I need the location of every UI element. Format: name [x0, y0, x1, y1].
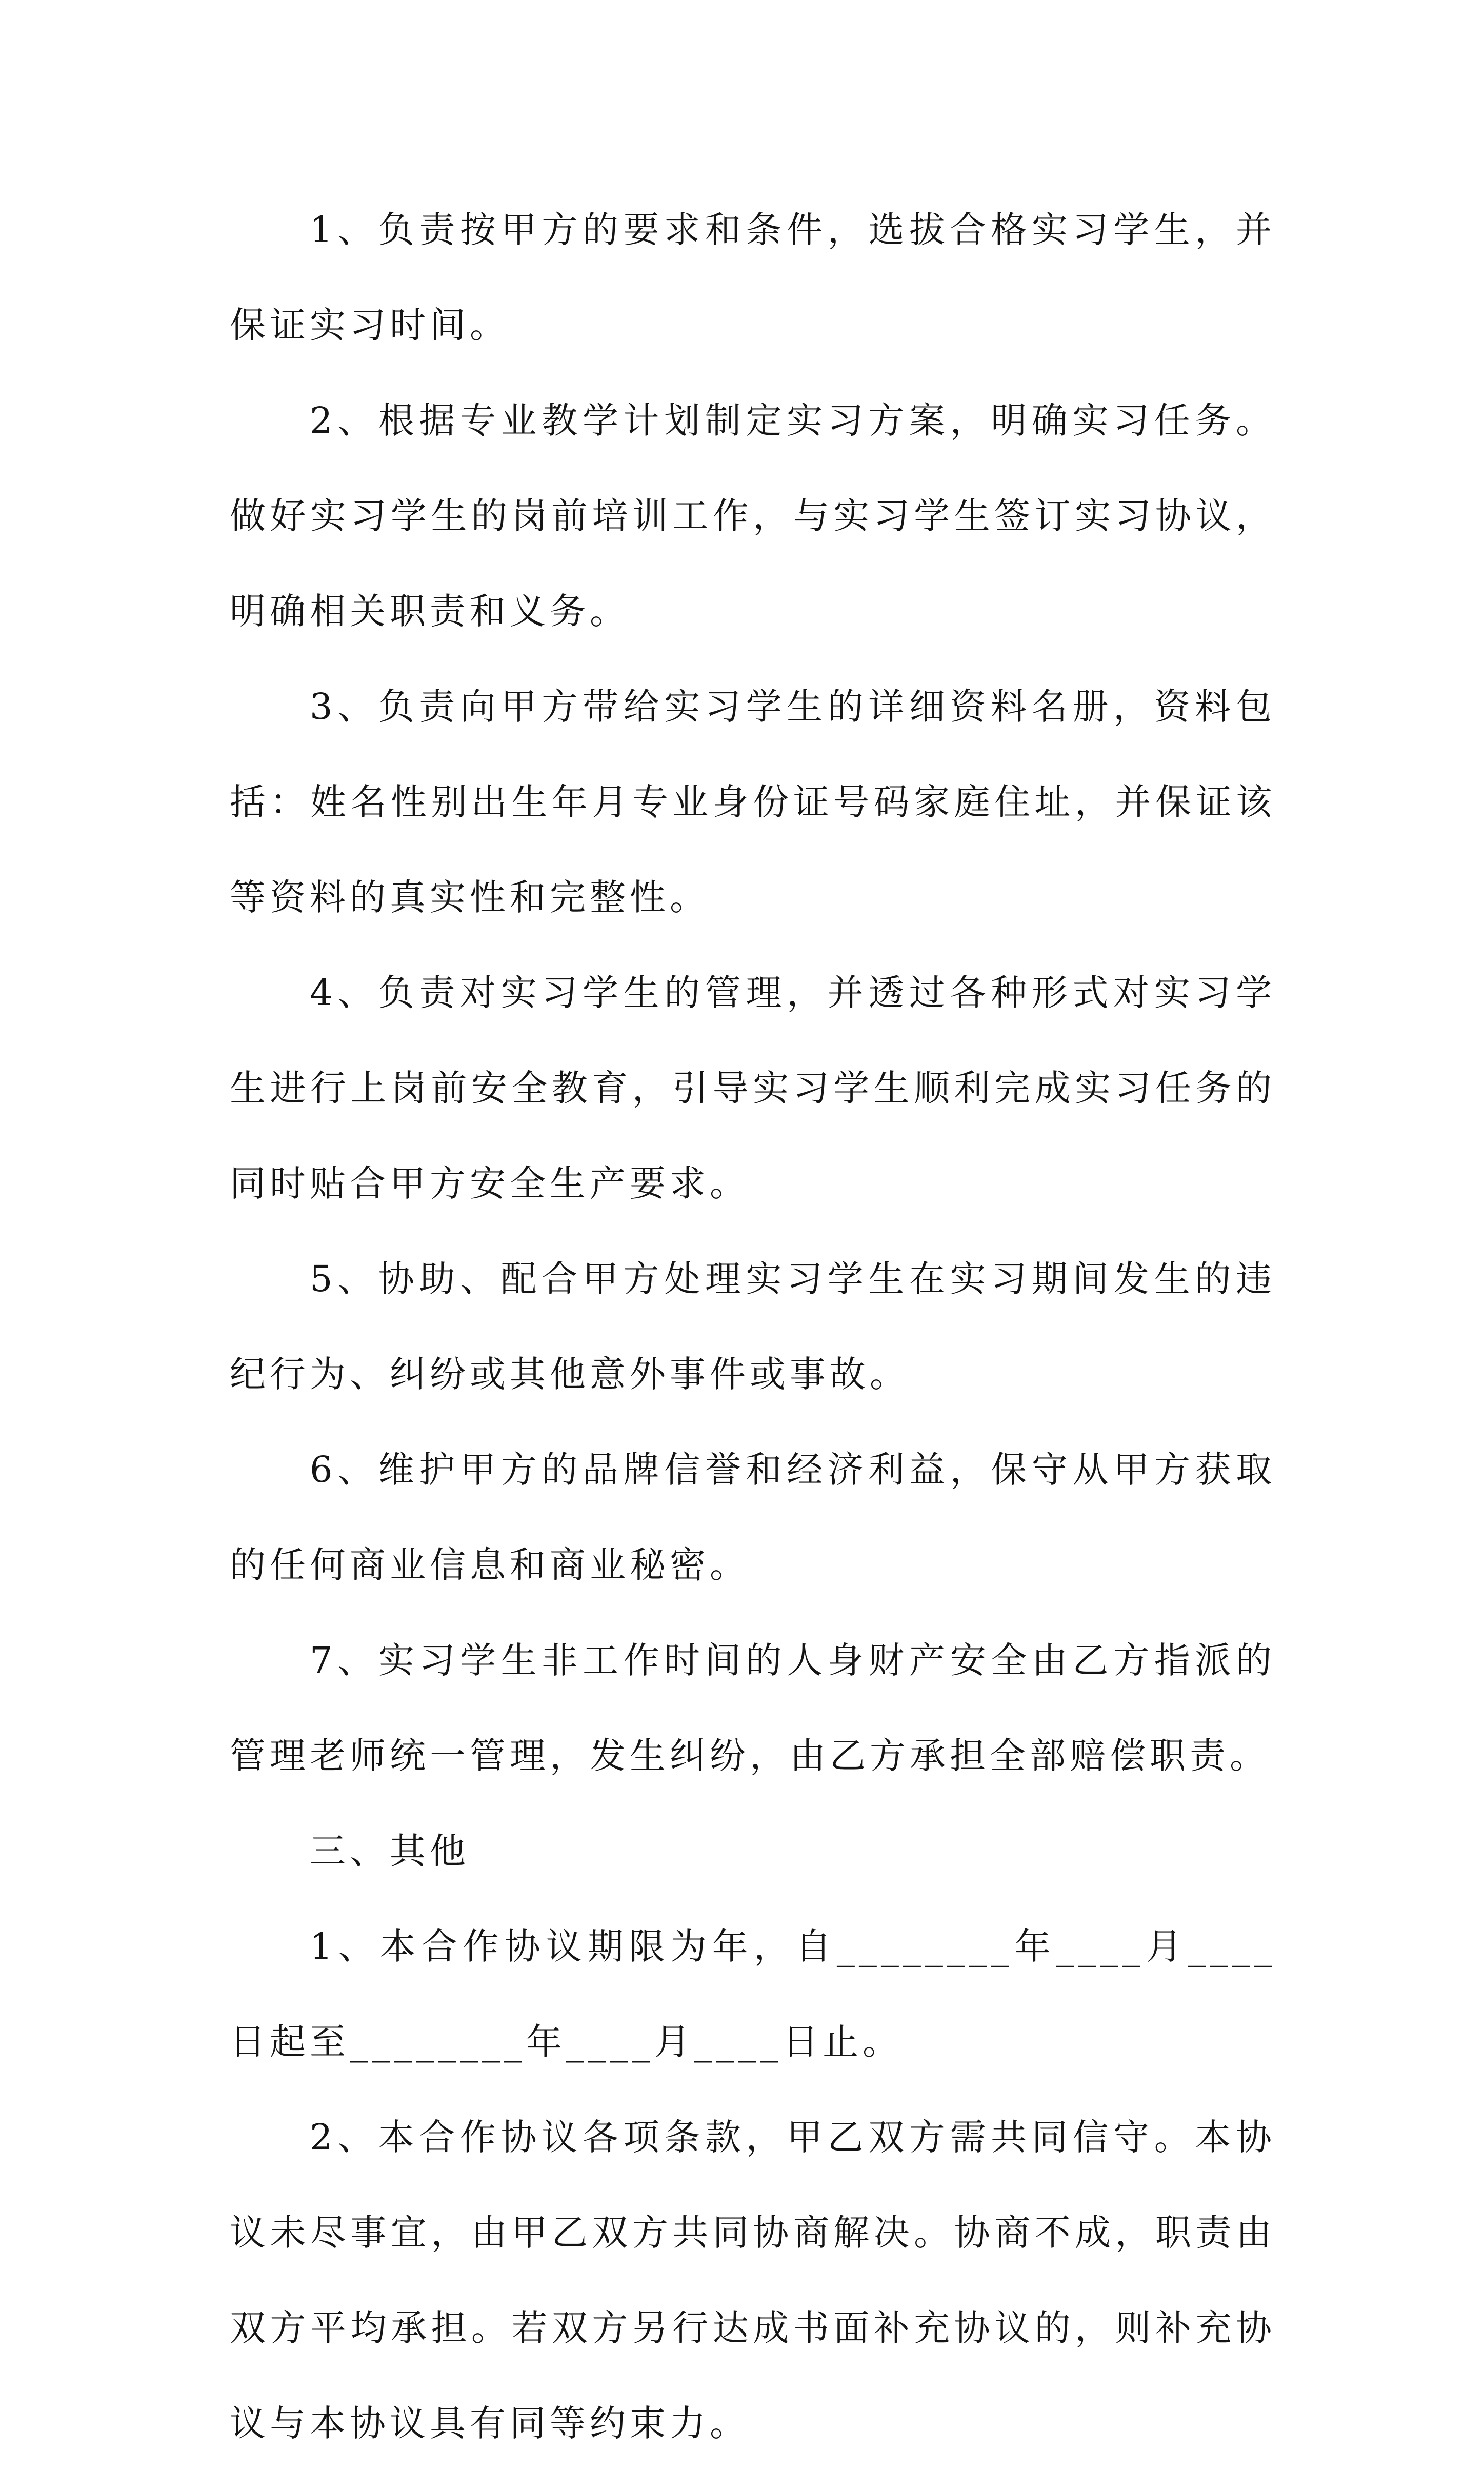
- clause-paragraph: 1、负责按甲方的要求和条件，选拔合格实习学生，并保证实习时间。: [230, 209, 1276, 346]
- clause-paragraph: 7、实习学生非工作时间的人身财产安全由乙方指派的管理老师统一管理，发生纠纷，由乙方承担全部赔偿职责。: [230, 1639, 1276, 1777]
- clause-paragraph: 2、根据专业教学计划制定实习方案，明确实习任务。做好实习学生的岗前培训工作，与实习学生签订实习协议，明确相关职责和义务。: [230, 399, 1276, 632]
- section-heading: 三、其他: [310, 1830, 470, 1872]
- clause-paragraph: 4、负责对实习学生的管理，并透过各种形式对实习学生进行上岗前安全教育，引导实习学生顺利完成实习任务的同时贴合甲方安全生产要求。: [230, 972, 1276, 1204]
- clause-paragraph: 1、本合作协议期限为年，自________年____月____日起至________年____月____日止。: [230, 1925, 1276, 2063]
- document-body: [230, 182, 1276, 2471]
- clause-paragraph: 3、负责向甲方带给实习学生的详细资料名册，资料包括：姓名性别出生年月专业身份证号码家庭住址，并保证该等资料的真实性和完整性。: [230, 686, 1276, 918]
- clause-paragraph: 2、本合作协议各项条款，甲乙双方需共同信守。本协议未尽事宜，由甲乙双方共同协商解决。协商不成，职责由双方平均承担。若双方另行达成书面补充协议的，则补充协议与本协议具有同等约束力。: [230, 2116, 1276, 2444]
- clause-paragraph: 6、维护甲方的品牌信誉和经济利益，保守从甲方获取的任何商业信息和商业秘密。: [230, 1449, 1276, 1586]
- clause-paragraph: 5、协助、配合甲方处理实习学生在实习期间发生的违纪行为、纠纷或其他意外事件或事故。: [230, 1258, 1276, 1395]
